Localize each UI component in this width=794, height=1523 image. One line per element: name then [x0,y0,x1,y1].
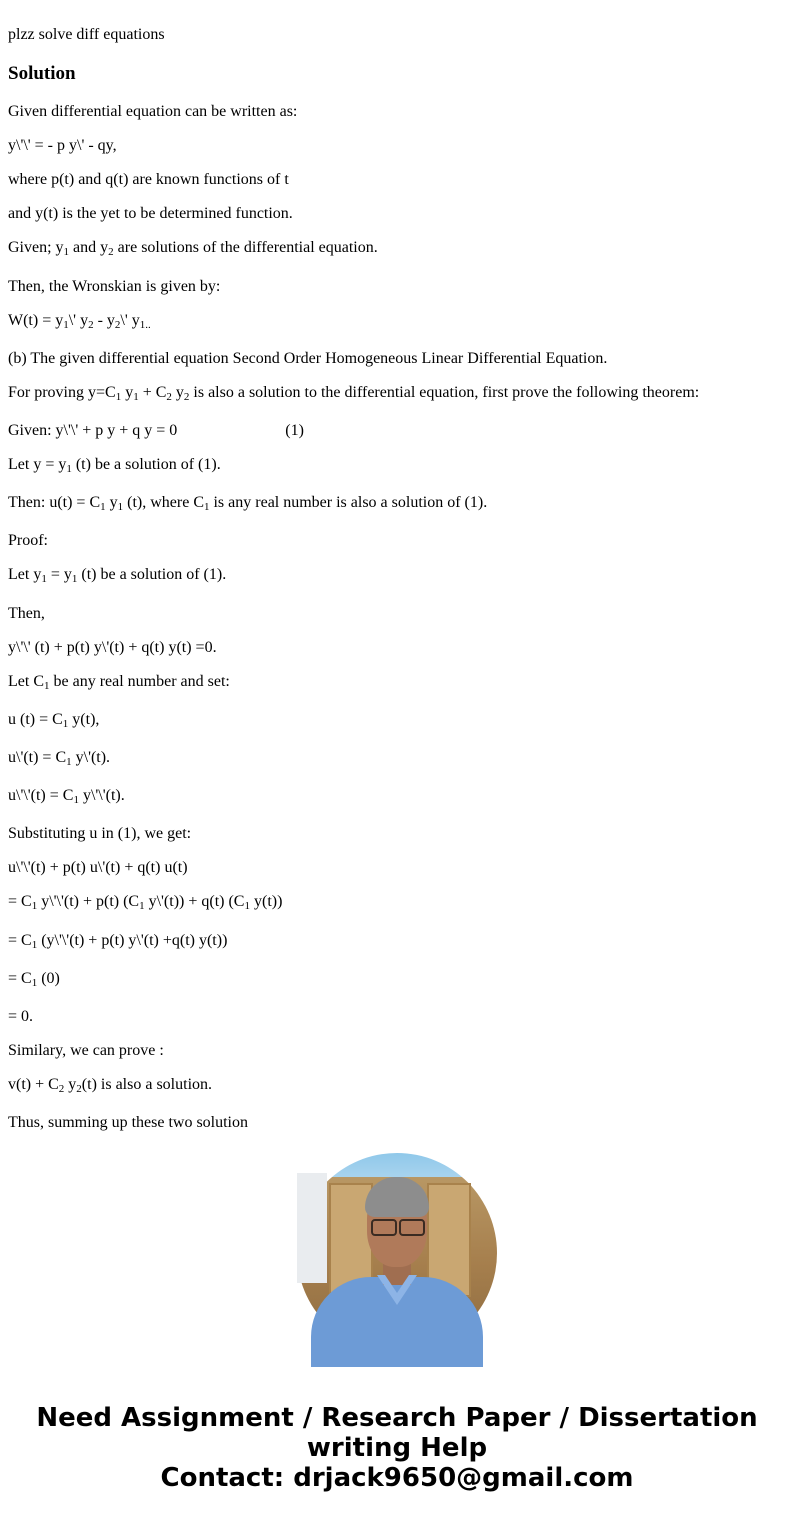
author-avatar [297,1153,497,1353]
equation-line: u\'(t) = $C_1$ y\'(t). [8,749,111,768]
equation-line: = $C_1$ (0) [8,970,60,989]
text-line: Given differential equation can be written as: [8,103,298,120]
contact-email: Contact: drjack9650@gmail.com [160,1463,634,1493]
text-line: where p(t) and q(t) are known functions of t [8,171,289,188]
equation-line: y\'\' (t) + p(t) y\'(t) + q(t) y(t) =0. [8,639,217,656]
text-line: Proof: [8,532,48,549]
solution-heading: Solution [8,63,76,84]
equation-line: = $C_1$ y\'\'(t) + p(t) ($C_1$ y\'(t)) + q(t) ($C_1$ y(t)) [8,893,283,912]
text-line: Let $C_1$ be any real number and set: [8,673,230,692]
text-line: Given; $y_1$ and $y_2$ are solutions of the differential equation. [8,239,378,258]
equation-line: u $(t) = C_1$ y(t), [8,711,100,730]
promo-banner [0,1403,794,1493]
equation-line: u\'\'(t) + p(t) u\'(t) + q(t) u(t) [8,859,188,876]
text-line: Let $y_1 = y_1$ (t) be a solution of (1). [8,566,227,585]
text-line: and y(t) is the yet to be determined function. [8,205,293,222]
question-text: plzz solve diff equations [8,26,165,43]
equation-line: $W(t) = y_1\backslash'$ $y_2$ - $y_2\backslash'$ $y_{1..}$ [8,312,151,331]
text-line: (b) The given differential equation Second Order Homogeneous Linear Differential Equation. [8,350,608,367]
equation-line: y\'\' = - p y\' - qy, [8,137,117,154]
equation-line: $v(t) + C_2$ $y_2(t)$ is also a solution. [8,1076,213,1095]
text-line: Thus, summing up these two solution [8,1114,248,1131]
text-line: Then, [8,605,45,622]
solution-content [8,0,788,1131]
text-line: For proving $y=C_1$ $y_1 + C_2$ $y_2$ is also a solution to the differential equation, first prove the following theorem: [8,384,700,403]
promo-line: writing Help [306,1433,488,1463]
text-line: Then, the Wronskian is given by: [8,278,221,295]
promo-line: Need Assignment / Research Paper / Dissertation [36,1403,758,1433]
text-line: Let $y = y_1$ (t) be a solution of (1). [8,456,221,475]
text-line: Then: $u(t) = C_1$ $y_1$ (t), where $C_1$ is any real number is also a solution of (1). [8,494,488,513]
equation-line: Given: y\'\' + p y + q y = 0 (1) [8,422,304,439]
equation-line: = $C_1$ (y\'\'(t) + p(t) y\'(t) +q(t) y(t)) [8,932,228,951]
text-line: Substituting u in (1), we get: [8,825,192,842]
equation-line: = 0. [8,1008,34,1025]
equation-line: u\'\'(t) = $C_1$ y\'\'(t). [8,787,125,806]
text-line: Similary, we can prove : [8,1042,164,1059]
